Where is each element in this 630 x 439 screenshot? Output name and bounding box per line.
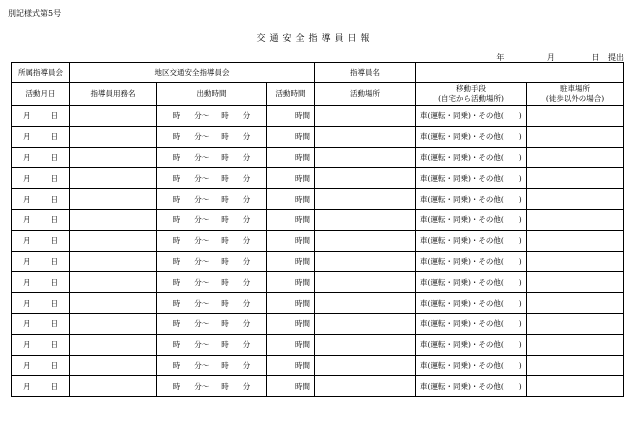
day-label: 日 — [50, 194, 58, 204]
day-label: 日 — [50, 360, 58, 370]
dispatch-time-cell[interactable] — [157, 313, 267, 334]
hours-label: 時間 — [295, 152, 311, 162]
date-cell[interactable] — [12, 230, 70, 251]
col-dispatch-time: 出動時間 — [157, 83, 267, 106]
month-label: 月 — [23, 215, 31, 225]
min-from-label: 分～ — [194, 111, 210, 121]
hour-to-label: 時 — [221, 319, 229, 329]
parking-cell[interactable] — [527, 293, 624, 314]
task-name-cell[interactable] — [70, 313, 157, 334]
table-row — [12, 355, 624, 376]
parking-cell[interactable] — [527, 147, 624, 168]
parking-cell[interactable] — [527, 230, 624, 251]
task-name-cell[interactable] — [70, 355, 157, 376]
transport-options: 車(運転・同乗)・その他( ) — [420, 319, 522, 329]
min-to-label: 分 — [242, 132, 251, 142]
min-to-label: 分 — [242, 360, 251, 370]
transport-options: 車(運転・同乗)・その他( ) — [420, 340, 522, 350]
month-label: 月 — [23, 256, 31, 266]
dispatch-time-cell[interactable] — [157, 106, 267, 127]
form-title: 交通安全指導員日報 — [256, 34, 374, 44]
transport-options: 車(運転・同乗)・その他( ) — [420, 194, 522, 204]
month-label: 月 — [23, 111, 31, 121]
hours-label: 時間 — [295, 360, 311, 370]
col-activity-place: 活動場所 — [315, 83, 416, 106]
activity-hours-cell[interactable] — [267, 334, 315, 355]
activity-hours-cell[interactable] — [267, 313, 315, 334]
hour-to-label: 時 — [221, 298, 229, 308]
date-cell[interactable] — [12, 313, 70, 334]
dispatch-time-cell[interactable] — [157, 168, 267, 189]
activity-place-cell[interactable] — [315, 126, 416, 147]
instructor-name-label: 指導員名 — [315, 63, 416, 83]
dispatch-time-cell[interactable] — [157, 251, 267, 272]
min-to-label: 分 — [242, 340, 251, 350]
day-label: 日 — [50, 319, 58, 329]
activity-hours-cell[interactable] — [267, 355, 315, 376]
hours-label: 時間 — [295, 111, 311, 121]
task-name-cell[interactable] — [70, 334, 157, 355]
min-from-label: 分～ — [194, 319, 210, 329]
hour-to-label: 時 — [221, 277, 229, 287]
min-to-label: 分 — [242, 152, 251, 162]
min-to-label: 分 — [242, 194, 251, 204]
activity-place-cell[interactable] — [315, 147, 416, 168]
task-name-cell[interactable] — [70, 147, 157, 168]
month-label: 月 — [23, 319, 31, 329]
min-from-label: 分～ — [194, 194, 210, 204]
month-label: 月 — [23, 194, 31, 204]
table-row — [12, 106, 624, 127]
table-row — [12, 313, 624, 334]
table-row — [12, 168, 624, 189]
month-label: 月 — [23, 298, 31, 308]
header-row-columns — [12, 83, 624, 106]
date-cell[interactable] — [12, 147, 70, 168]
task-name-cell[interactable] — [70, 272, 157, 293]
task-name-cell[interactable] — [70, 209, 157, 230]
hour-from-label: 時 — [172, 298, 181, 308]
hours-label: 時間 — [295, 381, 311, 391]
task-name-cell[interactable] — [70, 251, 157, 272]
date-cell[interactable] — [12, 126, 70, 147]
min-to-label: 分 — [242, 298, 251, 308]
hours-label: 時間 — [295, 173, 311, 183]
transport-cell[interactable] — [416, 272, 527, 293]
activity-hours-cell[interactable] — [267, 272, 315, 293]
date-cell[interactable] — [12, 209, 70, 230]
col-parking — [527, 83, 624, 106]
date-cell[interactable] — [12, 106, 70, 127]
hours-label: 時間 — [295, 277, 311, 287]
table-row — [12, 272, 624, 293]
dispatch-time-cell[interactable] — [157, 293, 267, 314]
activity-hours-cell[interactable] — [267, 293, 315, 314]
activity-place-cell[interactable] — [315, 313, 416, 334]
hour-from-label: 時 — [172, 256, 181, 266]
transport-cell[interactable] — [416, 209, 527, 230]
hour-to-label: 時 — [221, 132, 229, 142]
dispatch-time-cell[interactable] — [157, 230, 267, 251]
table-row — [12, 376, 624, 397]
task-name-cell[interactable] — [70, 168, 157, 189]
parking-cell[interactable] — [527, 251, 624, 272]
hour-to-label: 時 — [221, 360, 229, 370]
min-to-label: 分 — [242, 256, 251, 266]
day-label: 日 — [50, 215, 58, 225]
hours-label: 時間 — [295, 340, 311, 350]
activity-hours-cell[interactable] — [267, 147, 315, 168]
transport-cell[interactable] — [416, 126, 527, 147]
min-from-label: 分～ — [194, 277, 210, 287]
min-from-label: 分～ — [194, 340, 210, 350]
hour-to-label: 時 — [221, 256, 229, 266]
task-name-cell[interactable] — [70, 376, 157, 397]
activity-place-cell[interactable] — [315, 355, 416, 376]
transport-cell[interactable] — [416, 189, 527, 210]
hour-from-label: 時 — [172, 381, 181, 391]
dispatch-time-cell[interactable] — [157, 209, 267, 230]
hour-to-label: 時 — [221, 194, 229, 204]
activity-hours-cell[interactable] — [267, 189, 315, 210]
transport-options: 車(運転・同乗)・その他( ) — [420, 111, 522, 121]
day-label: 日 — [50, 298, 58, 308]
activity-hours-cell[interactable] — [267, 251, 315, 272]
affiliation-value[interactable]: 地区交通安全指導員会 — [70, 63, 315, 83]
header-row-affiliation — [12, 63, 624, 83]
transport-options: 車(運転・同乗)・その他( ) — [420, 381, 522, 391]
day-label: 日 — [50, 340, 58, 350]
dispatch-time-cell[interactable] — [157, 355, 267, 376]
task-name-cell[interactable] — [70, 106, 157, 127]
col-transport-line1: 移動手段 — [456, 84, 487, 93]
submission-label: 提出 — [608, 53, 624, 62]
col-transport-line2: (自宅から活動場所) — [438, 94, 504, 103]
parking-cell[interactable] — [527, 313, 624, 334]
transport-cell[interactable] — [416, 106, 527, 127]
day-label: 日 — [50, 381, 58, 391]
min-from-label: 分～ — [194, 298, 210, 308]
transport-options: 車(運転・同乗)・その他( ) — [420, 215, 522, 225]
transport-cell[interactable] — [416, 313, 527, 334]
task-name-cell[interactable] — [70, 293, 157, 314]
activity-place-cell[interactable] — [315, 334, 416, 355]
hours-label: 時間 — [295, 319, 311, 329]
parking-cell[interactable] — [527, 334, 624, 355]
parking-cell[interactable] — [527, 355, 624, 376]
date-cell[interactable] — [12, 376, 70, 397]
hours-label: 時間 — [295, 132, 311, 142]
dispatch-time-cell[interactable] — [157, 126, 267, 147]
parking-cell[interactable] — [527, 209, 624, 230]
hour-to-label: 時 — [221, 236, 229, 246]
hours-label: 時間 — [295, 298, 311, 308]
activity-place-cell[interactable] — [315, 209, 416, 230]
transport-cell[interactable] — [416, 334, 527, 355]
hours-label: 時間 — [295, 215, 311, 225]
hour-from-label: 時 — [172, 173, 181, 183]
submission-month: 月 — [546, 53, 555, 62]
activity-hours-cell[interactable] — [267, 126, 315, 147]
min-to-label: 分 — [242, 319, 251, 329]
col-activity-date: 活動月日 — [12, 83, 70, 106]
hour-to-label: 時 — [221, 152, 229, 162]
parking-cell[interactable] — [527, 272, 624, 293]
hour-to-label: 時 — [221, 340, 229, 350]
day-label: 日 — [50, 236, 58, 246]
hour-from-label: 時 — [172, 236, 181, 246]
table-row — [12, 293, 624, 314]
table-row — [12, 251, 624, 272]
hour-from-label: 時 — [172, 277, 181, 287]
min-from-label: 分～ — [194, 360, 210, 370]
month-label: 月 — [23, 152, 31, 162]
col-parking-line1: 駐車場所 — [560, 84, 591, 93]
month-label: 月 — [23, 360, 31, 370]
hour-to-label: 時 — [221, 215, 229, 225]
dispatch-time-cell[interactable] — [157, 272, 267, 293]
min-to-label: 分 — [242, 277, 251, 287]
min-from-label: 分～ — [194, 381, 210, 391]
col-activity-hours: 活動時間 — [267, 83, 315, 106]
table-row — [12, 209, 624, 230]
month-label: 月 — [23, 381, 31, 391]
activity-hours-cell[interactable] — [267, 230, 315, 251]
hour-from-label: 時 — [172, 111, 181, 121]
min-to-label: 分 — [242, 381, 251, 391]
min-to-label: 分 — [242, 111, 251, 121]
dispatch-time-cell[interactable] — [157, 334, 267, 355]
dispatch-time-cell[interactable] — [157, 376, 267, 397]
submission-year: 年 — [496, 53, 505, 62]
day-label: 日 — [50, 111, 58, 121]
hours-label: 時間 — [295, 236, 311, 246]
min-to-label: 分 — [242, 215, 251, 225]
parking-cell[interactable] — [527, 189, 624, 210]
transport-options: 車(運転・同乗)・その他( ) — [420, 360, 522, 370]
parking-cell[interactable] — [527, 126, 624, 147]
date-cell[interactable] — [12, 168, 70, 189]
transport-options: 車(運転・同乗)・その他( ) — [420, 298, 522, 308]
dispatch-time-cell[interactable] — [157, 147, 267, 168]
transport-options: 車(運転・同乗)・その他( ) — [420, 173, 522, 183]
min-from-label: 分～ — [194, 132, 210, 142]
affiliation-label: 所属指導員会 — [12, 63, 70, 83]
date-cell[interactable] — [12, 355, 70, 376]
transport-cell[interactable] — [416, 376, 527, 397]
month-label: 月 — [23, 236, 31, 246]
task-name-cell[interactable] — [70, 126, 157, 147]
task-name-cell[interactable] — [70, 189, 157, 210]
min-from-label: 分～ — [194, 152, 210, 162]
table-row — [12, 189, 624, 210]
daily-report-table — [11, 62, 624, 397]
hours-label: 時間 — [295, 256, 311, 266]
submission-day: 日 — [591, 53, 600, 62]
activity-hours-cell[interactable] — [267, 376, 315, 397]
hour-from-label: 時 — [172, 319, 181, 329]
transport-cell[interactable] — [416, 293, 527, 314]
activity-hours-cell[interactable] — [267, 209, 315, 230]
hour-from-label: 時 — [172, 215, 181, 225]
hour-to-label: 時 — [221, 381, 229, 391]
hour-to-label: 時 — [221, 111, 229, 121]
hour-to-label: 時 — [221, 173, 229, 183]
hour-from-label: 時 — [172, 152, 181, 162]
transport-cell[interactable] — [416, 230, 527, 251]
col-transport — [416, 83, 527, 106]
day-label: 日 — [50, 132, 58, 142]
form-number: 別記様式第5号 — [8, 9, 62, 18]
date-cell[interactable] — [12, 272, 70, 293]
transport-cell[interactable] — [416, 147, 527, 168]
table-row — [12, 230, 624, 251]
activity-place-cell[interactable] — [315, 168, 416, 189]
min-to-label: 分 — [242, 173, 251, 183]
date-cell[interactable] — [12, 189, 70, 210]
date-cell[interactable] — [12, 293, 70, 314]
parking-cell[interactable] — [527, 106, 624, 127]
date-cell[interactable] — [12, 334, 70, 355]
transport-options: 車(運転・同乗)・その他( ) — [420, 152, 522, 162]
transport-options: 車(運転・同乗)・その他( ) — [420, 277, 522, 287]
month-label: 月 — [23, 173, 31, 183]
activity-place-cell[interactable] — [315, 230, 416, 251]
activity-place-cell[interactable] — [315, 189, 416, 210]
col-parking-line2: (徒歩以外の場合) — [545, 94, 605, 103]
day-label: 日 — [50, 173, 58, 183]
transport-options: 車(運転・同乗)・その他( ) — [420, 132, 522, 142]
transport-cell[interactable] — [416, 251, 527, 272]
day-label: 日 — [50, 256, 58, 266]
hour-from-label: 時 — [172, 194, 181, 204]
activity-place-cell[interactable] — [315, 293, 416, 314]
activity-place-cell[interactable] — [315, 272, 416, 293]
table-row — [12, 334, 624, 355]
transport-options: 車(運転・同乗)・その他( ) — [420, 236, 522, 246]
day-label: 日 — [50, 152, 58, 162]
day-label: 日 — [50, 277, 58, 287]
min-from-label: 分～ — [194, 256, 210, 266]
transport-options: 車(運転・同乗)・その他( ) — [420, 256, 522, 266]
instructor-name-field[interactable] — [416, 63, 624, 83]
min-to-label: 分 — [242, 236, 251, 246]
dispatch-time-cell[interactable] — [157, 189, 267, 210]
hours-label: 時間 — [295, 194, 311, 204]
activity-place-cell[interactable] — [315, 106, 416, 127]
transport-cell[interactable] — [416, 168, 527, 189]
table-row — [12, 147, 624, 168]
activity-hours-cell[interactable] — [267, 106, 315, 127]
month-label: 月 — [23, 277, 31, 287]
table-row — [12, 126, 624, 147]
hour-from-label: 時 — [172, 132, 181, 142]
hour-from-label: 時 — [172, 360, 181, 370]
hour-from-label: 時 — [172, 340, 181, 350]
min-from-label: 分～ — [194, 173, 210, 183]
task-name-cell[interactable] — [70, 230, 157, 251]
activity-place-cell[interactable] — [315, 251, 416, 272]
transport-cell[interactable] — [416, 355, 527, 376]
parking-cell[interactable] — [527, 168, 624, 189]
activity-hours-cell[interactable] — [267, 168, 315, 189]
min-from-label: 分～ — [194, 215, 210, 225]
month-label: 月 — [23, 132, 31, 142]
parking-cell[interactable] — [527, 376, 624, 397]
month-label: 月 — [23, 340, 31, 350]
col-task-name: 指導員用務名 — [70, 83, 157, 106]
date-cell[interactable] — [12, 251, 70, 272]
activity-place-cell[interactable] — [315, 376, 416, 397]
min-from-label: 分～ — [194, 236, 210, 246]
